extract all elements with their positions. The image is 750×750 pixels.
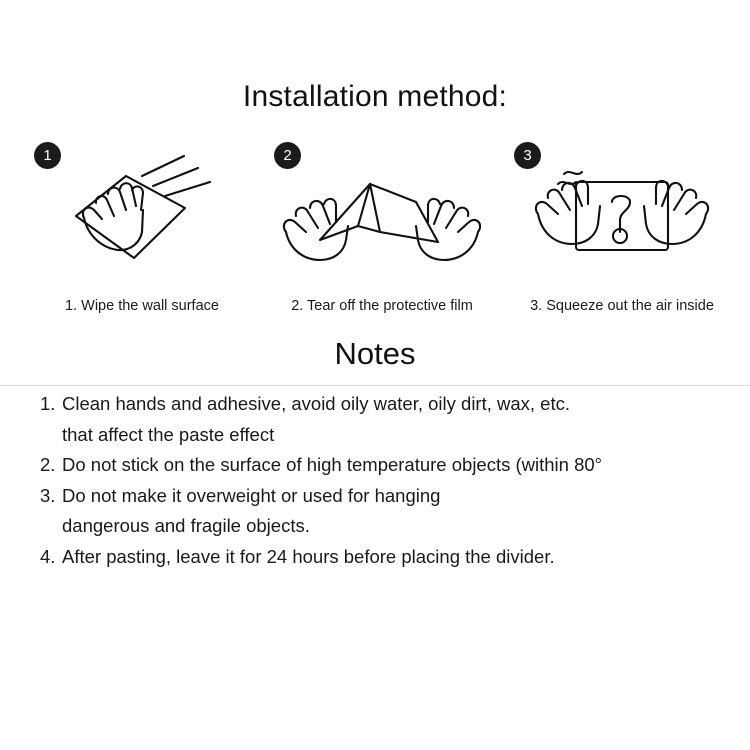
step-1-illustration [22, 140, 262, 280]
step-3 [502, 140, 742, 314]
note-line: Clean hands and adhesive, avoid oily water, oily dirt, wax, etc. [62, 393, 571, 414]
step-2 [262, 140, 502, 314]
step-3-caption: 3. Squeeze out the air inside [530, 298, 714, 314]
list-item [40, 545, 722, 567]
note-number: 1. [40, 393, 56, 414]
section-divider [0, 385, 750, 386]
note-line: dangerous and fragile objects. [62, 515, 310, 536]
note-line: Do not make it overweight or used for hanging [62, 484, 441, 506]
notes-list [0, 395, 750, 566]
list-item [40, 456, 722, 475]
note-line: After pasting, leave it for 24 hours before placing the divider. [62, 545, 555, 567]
list-item [40, 484, 722, 536]
list-item [40, 395, 722, 444]
note-number: 2. [40, 454, 56, 475]
step-2-illustration [262, 140, 502, 280]
step-2-badge: 2 [274, 142, 301, 169]
step-3-badge: 3 [514, 142, 541, 169]
step-3-illustration [502, 140, 742, 280]
installation-steps [0, 112, 750, 314]
step-2-caption: 2. Tear off the protective film [291, 298, 473, 314]
note-number: 4. [40, 545, 56, 567]
notes-title: Notes [334, 336, 416, 371]
step-1 [22, 140, 262, 314]
note-line: that affect the paste effect [62, 423, 275, 445]
note-line: Do not stick on the surface of high temperature objects (within 80° [62, 454, 603, 475]
note-body [62, 456, 722, 475]
note-body [62, 395, 722, 444]
note-body [62, 545, 722, 567]
installation-title: Installation method: [242, 80, 508, 113]
note-body [62, 484, 722, 536]
step-1-caption: 1. Wipe the wall surface [65, 298, 219, 314]
note-number: 3. [40, 484, 56, 506]
step-1-badge: 1 [34, 142, 61, 169]
